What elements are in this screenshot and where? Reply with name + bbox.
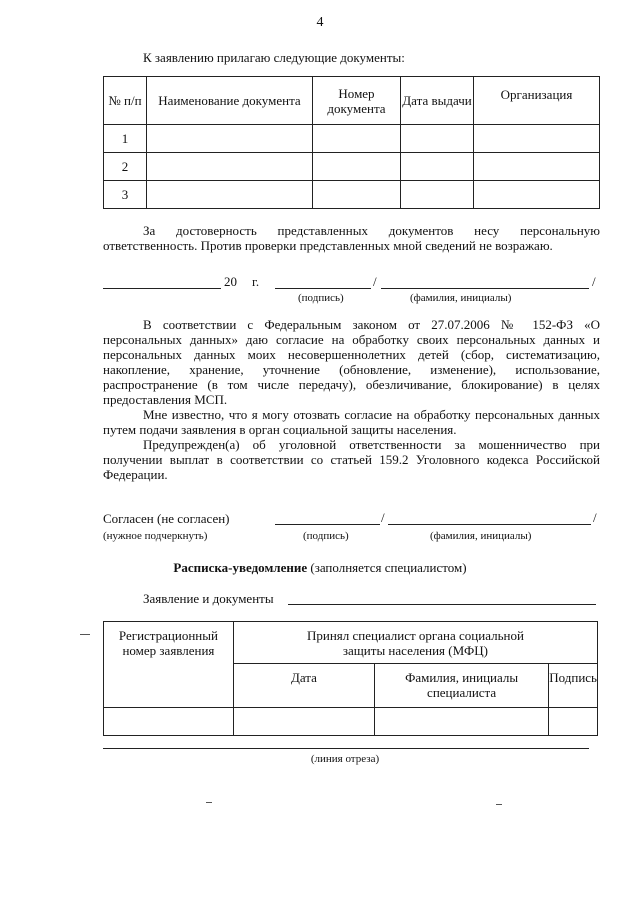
- name-caption: (фамилия, инициалы): [410, 292, 512, 304]
- issue-date-cell[interactable]: [401, 153, 474, 181]
- col-doc-number-header: Номер документа: [313, 77, 401, 125]
- organization-cell[interactable]: [474, 125, 600, 153]
- year-prefix: 20: [224, 274, 237, 289]
- slash-separator: /: [592, 274, 596, 289]
- accepted-by-header: Принял специалист органа социальной защиты населения (МФЦ): [233, 622, 597, 664]
- agree-label[interactable]: Согласен (не согласен): [103, 511, 230, 526]
- doc-name-cell[interactable]: [147, 125, 313, 153]
- agree-signature-caption: (подпись): [303, 530, 349, 542]
- slash-separator: /: [381, 510, 385, 525]
- underline-caption: (нужное подчеркнуть): [103, 530, 208, 542]
- consent-block: [103, 317, 600, 482]
- slash-separator: /: [593, 510, 597, 525]
- scan-mark: [496, 804, 502, 805]
- col-number-header: № п/п: [104, 77, 147, 125]
- agree-signature-field[interactable]: [275, 524, 380, 525]
- slash-separator: /: [373, 274, 377, 289]
- fraud-warning-paragraph: Предупрежден(а) об уголовной ответственности за мошенничество при получении выплат в соответствии со статьей 159.2 Уголовного кодекса Российской Федерации.: [103, 437, 600, 482]
- receipt-table: [103, 621, 598, 736]
- revocation-paragraph: Мне известно, что я могу отозвать согласие на обработку персональных данных путем подачи заявления в орган социальной защиты населения.: [103, 407, 600, 437]
- page-number: 4: [316, 15, 324, 30]
- signature-header: Подпись: [549, 664, 598, 708]
- table-row: [104, 153, 600, 181]
- doc-name-cell[interactable]: [147, 181, 313, 209]
- col-doc-name-header: Наименование документа: [147, 77, 313, 125]
- cut-line-caption: (линия отреза): [310, 753, 380, 765]
- issue-date-cell[interactable]: [401, 181, 474, 209]
- organization-cell[interactable]: [474, 181, 600, 209]
- date-field[interactable]: [103, 288, 221, 289]
- specialist-name-cell[interactable]: [374, 708, 548, 736]
- doc-number-cell[interactable]: [313, 153, 401, 181]
- doc-name-cell[interactable]: [147, 153, 313, 181]
- consent-paragraph: В соответствии с Федеральным законом от 27.07.2006 № 152-ФЗ «О персональных данных» даю согласие на обработку своих персональных данных и персональных данных моих несовершеннолетних детей (сбор, систематизацию, накопление, хранение, уточнение (обновление, изменение), использование, распространение (в том числе передачу), обезличивание, блокирование) в целях предоставления МСП.: [103, 317, 600, 407]
- table-row: [104, 708, 598, 736]
- organization-cell[interactable]: [474, 153, 600, 181]
- year-suffix: г.: [252, 274, 260, 289]
- reliability-line-1: За достоверность представленных документов несу персональную: [143, 223, 600, 238]
- row-number: 2: [104, 153, 147, 181]
- receipt-docs-field[interactable]: [288, 604, 596, 605]
- issue-date-cell[interactable]: [401, 125, 474, 153]
- agree-name-caption: (фамилия, инициалы): [430, 530, 532, 542]
- date-header: Дата: [233, 664, 374, 708]
- table-row: [104, 125, 600, 153]
- date-cell[interactable]: [233, 708, 374, 736]
- row-number: 1: [104, 125, 147, 153]
- receipt-title-note: (заполняется специалистом): [307, 560, 467, 575]
- agree-name-field[interactable]: [388, 524, 591, 525]
- row-number: 3: [104, 181, 147, 209]
- attach-intro: К заявлению прилагаю следующие документы:: [143, 50, 405, 65]
- documents-table-header: [104, 77, 600, 125]
- receipt-docs-label: Заявление и документы: [143, 591, 274, 606]
- documents-table: [103, 76, 600, 209]
- signature-cell[interactable]: [549, 708, 598, 736]
- signature-caption: (подпись): [298, 292, 344, 304]
- doc-number-cell[interactable]: [313, 181, 401, 209]
- name-field[interactable]: [381, 288, 589, 289]
- scan-mark: [80, 634, 90, 635]
- col-issue-date-header: Дата выдачи: [401, 77, 474, 125]
- reg-number-cell[interactable]: [104, 708, 234, 736]
- receipt-title-bold: Расписка-уведомление: [173, 560, 308, 575]
- reliability-statement: [103, 223, 600, 253]
- scan-mark: [206, 802, 212, 803]
- col-organization-header: Организация: [474, 77, 600, 125]
- receipt-title: [0, 560, 640, 575]
- cut-line: [103, 748, 589, 749]
- reg-number-header: Регистрационный номер заявления: [104, 622, 234, 708]
- doc-number-cell[interactable]: [313, 125, 401, 153]
- reliability-line-2: ответственность. Против проверки представленных мной сведений не возражаю.: [103, 238, 553, 253]
- table-row: [104, 181, 600, 209]
- signature-field[interactable]: [275, 288, 371, 289]
- specialist-name-header: Фамилия, инициалы специалиста: [374, 664, 548, 708]
